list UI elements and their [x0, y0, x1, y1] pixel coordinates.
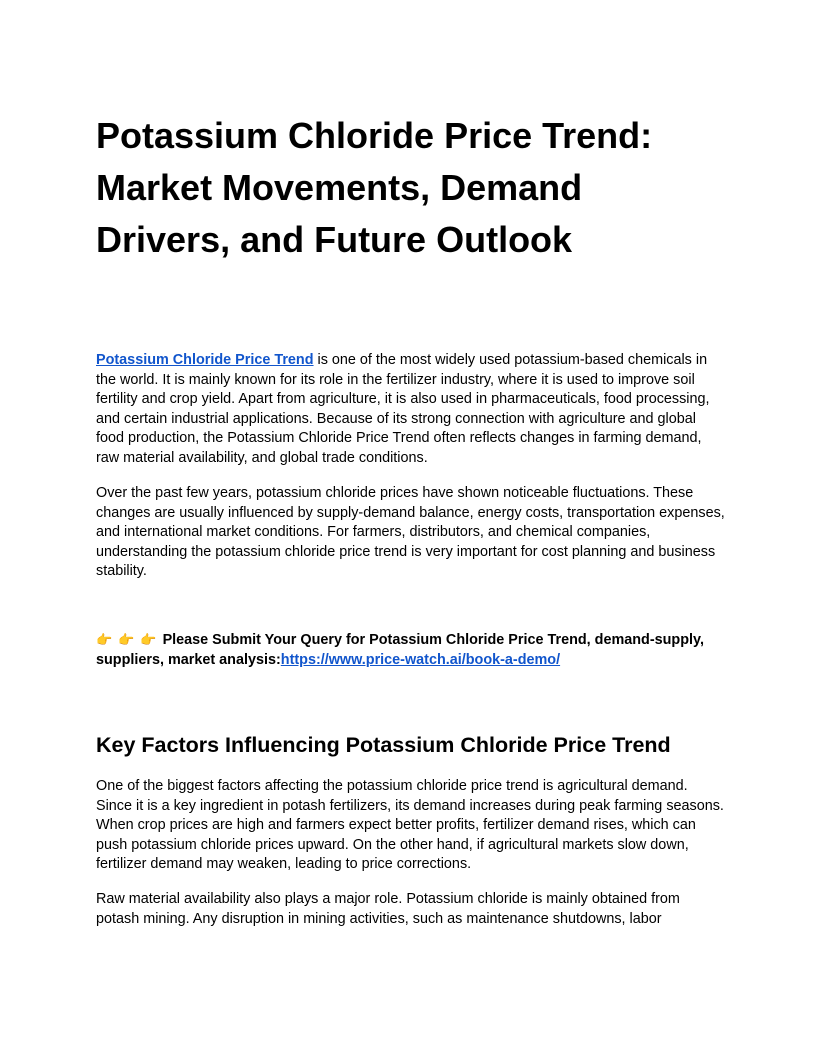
fluctuations-paragraph: Over the past few years, potassium chloride prices have shown noticeable fluctuations. These changes are usually influenced by supply-demand balance, energy costs, transportation expenses, and international market conditions. For farmers, distributors, and chemical companies, understanding the potassium chloride price trend is very important for cost planning and business stability.: [96, 485, 725, 580]
intro-paragraph: [96, 351, 726, 469]
title-line-2: Market Movements, Demand: [96, 167, 583, 208]
intro-text: is one of the most widely used potassium-based chemicals in the world. It is mainly known for its role in the fertilizer industry, where it is used to improve soil fertility and crop yield. Apart from agriculture, it is also used in pharmaceuticals, food processing, and certain industrial applications. Because of its strong connection with agriculture and global food production, the Potassium Chloride Price Trend often reflects changes in farming demand, raw material availability, and global trade conditions.: [96, 352, 710, 466]
pointing-hand-icon: 👉: [118, 633, 135, 648]
title-line-1: Potassium Chloride Price Trend:: [96, 115, 653, 156]
agricultural-demand-paragraph: One of the biggest factors affecting the potassium chloride price trend is agricultural demand. Since it is a key ingredient in potash fertilizers, its demand increases during peak farming seasons. When crop prices are high and farmers expect better profits, fertilizer demand rises, which can push potassium chloride prices upward. On the other hand, if agricultural markets slow down, fertilizer demand may weaken, leading to price corrections.: [96, 778, 724, 873]
cta-text: Please Submit Your Query for Potassium Chloride Price Trend, demand-supply, suppliers, market analysis:: [96, 632, 704, 668]
section-heading: Key Factors Influencing Potassium Chloride Price Trend: [96, 733, 671, 757]
pointing-hand-icon: 👉: [96, 633, 113, 648]
pointing-hand-icon: 👉: [140, 633, 157, 648]
book-demo-link[interactable]: https://www.price-watch.ai/book-a-demo/: [280, 651, 561, 668]
price-trend-link[interactable]: Potassium Chloride Price Trend: [96, 352, 314, 368]
page-title: [96, 110, 722, 266]
title-line-3: Drivers, and Future Outlook: [96, 219, 573, 260]
query-call-to-action: [96, 631, 726, 670]
raw-material-paragraph: Raw material availability also plays a major role. Potassium chloride is mainly obtained from potash mining. Any disruption in mining activities, such as maintenance shutdowns, labor: [96, 891, 680, 927]
